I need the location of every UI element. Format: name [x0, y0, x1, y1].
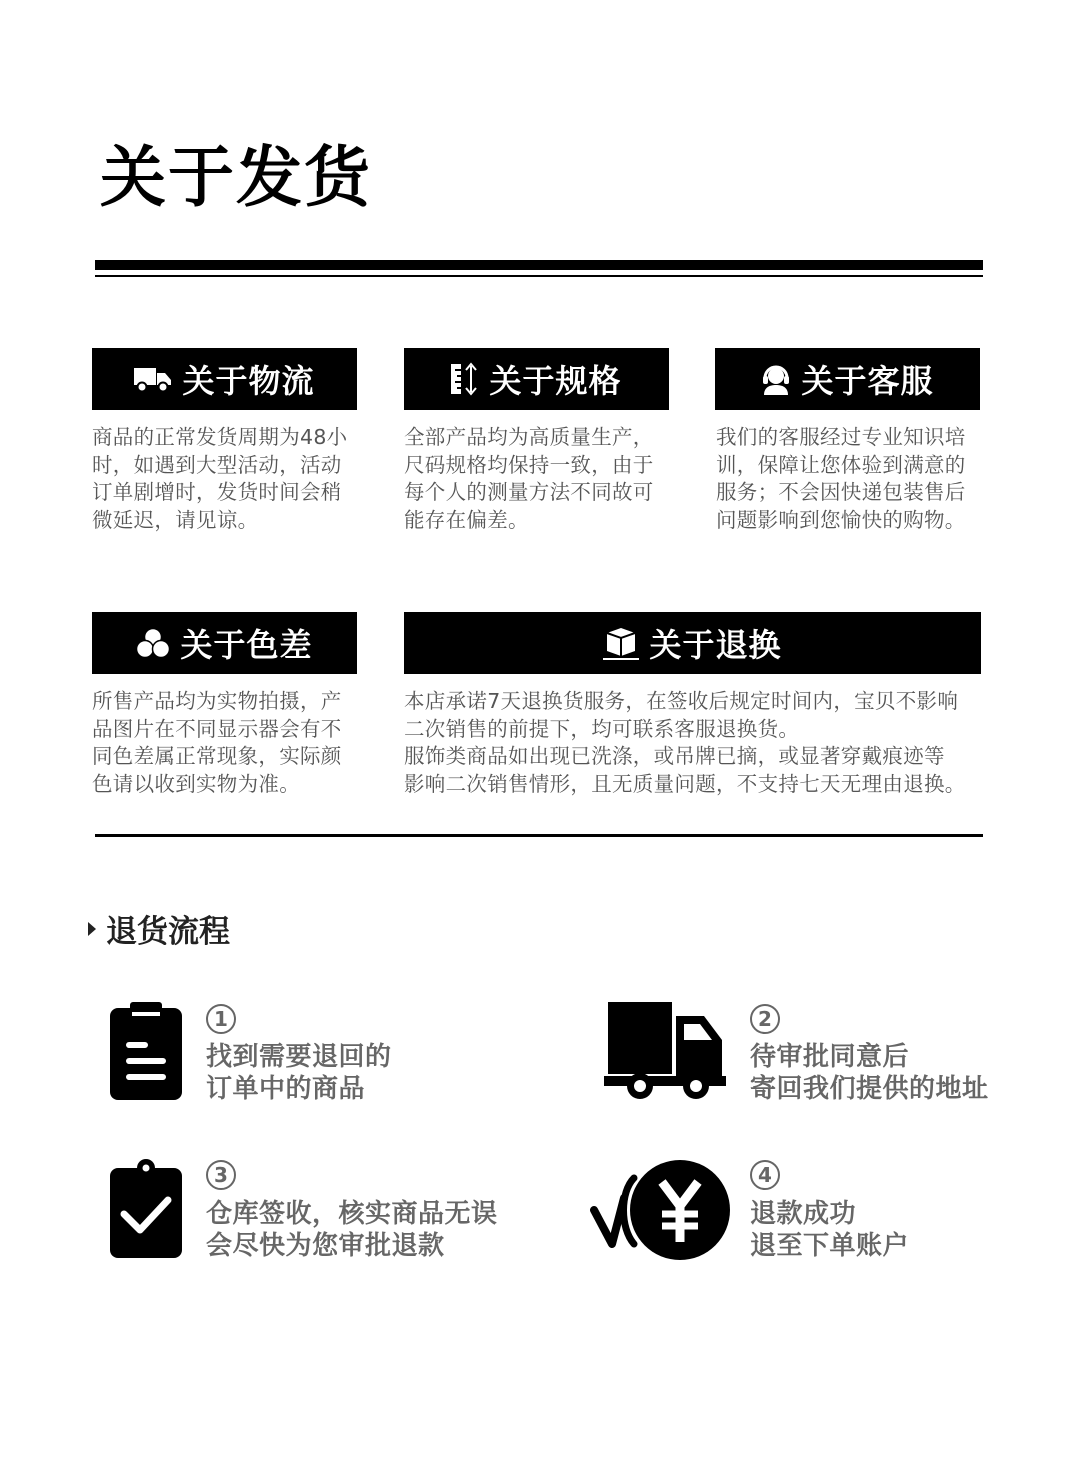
card-text-line: 训，保障让您体验到满意的 [716, 452, 966, 477]
card-text-line: 服务；不会因快递包装售后 [716, 480, 966, 504]
process-heading-text: 退货流程 [106, 914, 230, 950]
clipboard-list-icon [108, 1002, 184, 1106]
ruler-icon [451, 362, 479, 396]
process-heading [88, 906, 230, 951]
color-circles-icon [136, 627, 170, 659]
step-line: 找到需要退回的 [206, 1042, 392, 1072]
step-text [206, 1041, 392, 1105]
card-text-line: 色请以收到实物为准。 [92, 771, 300, 796]
card-title: 关于客服 [801, 362, 934, 400]
step-line: 仓库签收，核实商品无误 [206, 1199, 498, 1229]
card-body-returns [404, 688, 994, 798]
step-number-badge: 3 [206, 1160, 236, 1190]
headset-icon [761, 363, 791, 395]
step-text [750, 1198, 909, 1262]
card-text-line: 二次销售的前提下，均可联系客服退换货。 [404, 716, 800, 741]
card-text-line: 影响二次销售情形，且无质量问题，不支持七天无理由退换。 [404, 771, 966, 796]
card-body-service [716, 424, 991, 534]
card-title: 关于色差 [180, 626, 313, 664]
card-text-line: 全部产品均为高质量生产， [404, 425, 654, 449]
step-text [750, 1041, 989, 1105]
card-header-logistics [92, 348, 357, 410]
title-divider-thick [95, 260, 983, 270]
card-text-line: 尺码规格均保持一致，由于 [404, 452, 654, 477]
truck-icon [134, 365, 172, 393]
card-text-line: 同色差属正常现象，实际颜 [92, 744, 342, 768]
step-line: 寄回我们提供的地址 [750, 1074, 989, 1104]
yen-refund-icon [590, 1158, 732, 1264]
card-text-line: 时，如遇到大型活动，活动 [92, 452, 342, 477]
page-title: 关于发货 [100, 139, 372, 216]
card-text-line: 能存在偏差。 [404, 507, 529, 532]
triangle-bullet-icon [88, 922, 96, 936]
step-line: 退至下单账户 [750, 1231, 910, 1261]
card-text-line: 问题影响到您愉快的购物。 [716, 507, 966, 532]
card-text-line: 本店承诺7天退换货服务，在签收后规定时间内，宝贝不影响 [404, 689, 959, 713]
card-text-line: 每个人的测量方法不同故可 [404, 480, 654, 504]
section-divider [95, 834, 983, 837]
card-text-line: 我们的客服经过专业知识培 [716, 425, 966, 449]
card-header-color [92, 612, 357, 674]
card-body-logistics [92, 424, 367, 534]
step-number-badge: 2 [750, 1004, 780, 1034]
step-number-badge: 4 [750, 1160, 780, 1190]
step-text [206, 1198, 498, 1262]
title-divider-thin [95, 275, 983, 277]
step-line: 待审批同意后 [750, 1042, 910, 1072]
card-title: 关于物流 [182, 362, 315, 400]
step-line: 退款成功 [750, 1199, 857, 1229]
card-text-line: 所售产品均为实物拍摄，产 [92, 689, 342, 713]
card-text-line: 商品的正常发货周期为48小 [92, 425, 348, 449]
card-text-line: 微延迟，请见谅。 [92, 507, 259, 532]
step-line: 会尽快为您审批退款 [206, 1231, 445, 1261]
clipboard-check-icon [108, 1158, 184, 1264]
card-text-line: 品图片在不同显示器会有不 [92, 716, 342, 741]
step-number-badge: 1 [206, 1004, 236, 1034]
card-text-line: 订单剧增时，发货时间会稍 [92, 480, 342, 504]
card-title: 关于退换 [649, 626, 782, 664]
card-text-line: 服饰类商品如出现已洗涤，或吊牌已摘，或显著穿戴痕迹等 [404, 744, 945, 768]
card-title: 关于规格 [489, 362, 622, 400]
card-body-color [92, 688, 367, 798]
box-icon [603, 625, 639, 661]
card-header-returns [404, 612, 981, 674]
delivery-truck-icon [604, 1002, 728, 1106]
card-body-size [404, 424, 679, 534]
card-header-size [404, 348, 669, 410]
step-line: 订单中的商品 [206, 1074, 366, 1104]
card-header-service [715, 348, 980, 410]
